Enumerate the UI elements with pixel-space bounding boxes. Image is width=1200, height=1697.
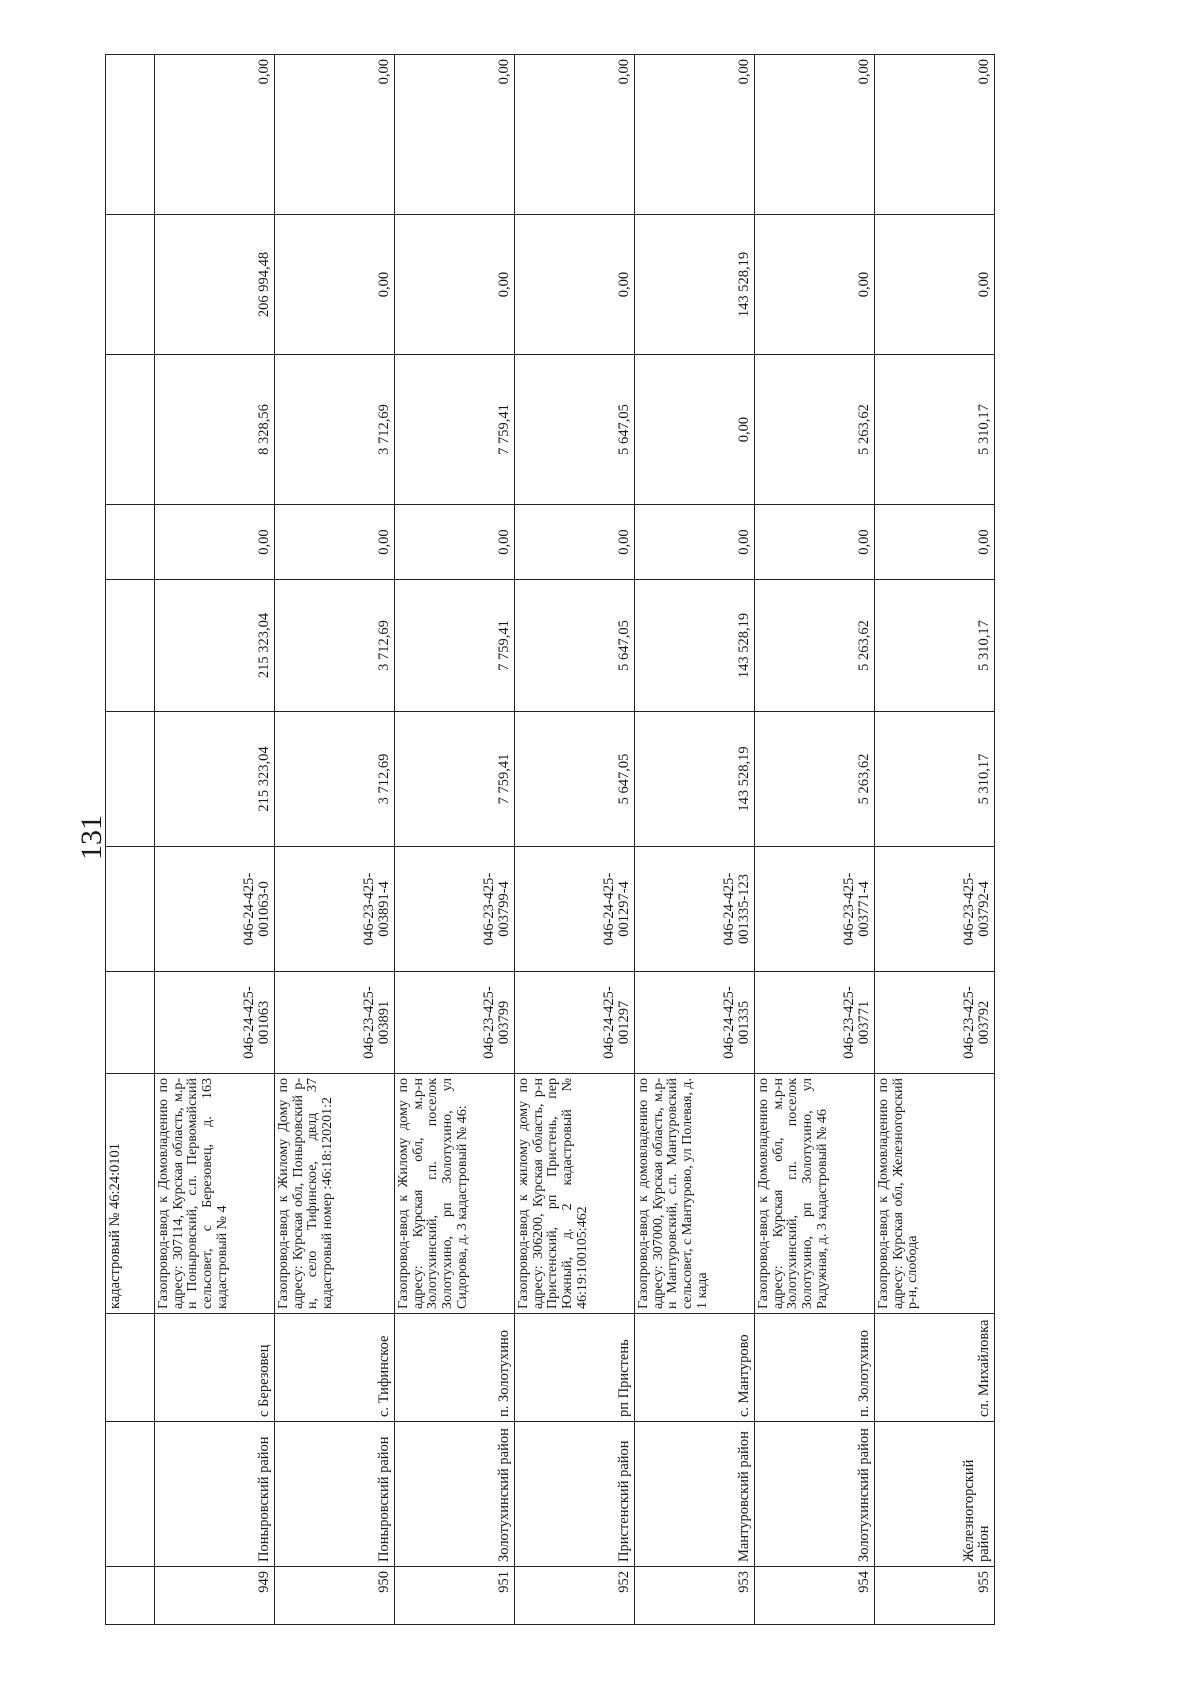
- inventory-code-cell: 046-23-425-003771-4: [755, 847, 875, 972]
- description-cell: Газопровод-ввод к Домовладению по адресу: 307114, Курская область, м.р-н Поныровский, с.п. Первомайский сельсовет, с Березовец, д. 163 кадастровый № 4: [155, 1074, 275, 1314]
- table-row: [395, 55, 515, 1625]
- value-cell: 0,00: [635, 55, 755, 215]
- value-cell: 0,00: [515, 215, 635, 355]
- value-cell: 0,00: [515, 505, 635, 580]
- value-cell: 143 528,19: [635, 580, 755, 712]
- table-region: [105, 55, 992, 1625]
- row-number-cell: 955: [875, 1567, 995, 1625]
- object-code-cell: 046-24-425-001335: [635, 972, 755, 1074]
- settlement-cell: с Березовец: [155, 1314, 275, 1422]
- page-number: 131: [75, 815, 108, 860]
- value-cell: 0,00: [875, 215, 995, 355]
- value-cell: 5 263,62: [755, 580, 875, 712]
- value-cell: 8 328,56: [155, 355, 275, 505]
- value-cell: 0,00: [875, 55, 995, 215]
- value-cell: 0,00: [395, 215, 515, 355]
- table-row: [635, 55, 755, 1625]
- value-cell: 5 263,62: [755, 355, 875, 505]
- district-cell: Железногорский район: [875, 1422, 995, 1567]
- inventory-code-cell: 046-24-425-001063-0: [155, 847, 275, 972]
- district-cell: Поныровский район: [275, 1422, 395, 1567]
- value-cell: 0,00: [275, 505, 395, 580]
- value-cell: 0,00: [275, 55, 395, 215]
- settlement-cell: п. Золотухино: [395, 1314, 515, 1422]
- row-number-cell: 950: [275, 1567, 395, 1625]
- row-number-cell: 949: [155, 1567, 275, 1625]
- district-cell: Мантуровский район: [635, 1422, 755, 1567]
- value-cell: 0,00: [155, 55, 275, 215]
- inventory-code-cell: 046-23-425-003799-4: [395, 847, 515, 972]
- assets-table: [105, 54, 995, 1625]
- description-cell: Газопровод-ввод к Домовладению по адресу: Курская обл, Железногорский р-н, слобода: [875, 1074, 995, 1314]
- description-cell: Газопровод-ввод к Жилому Дому по адресу: Курская обл, Поныровский р-н, село Тифинское, двлд 37 кадастровый номер :46:18:120201:2: [275, 1074, 395, 1314]
- object-code-cell: 046-23-425-003891: [275, 972, 395, 1074]
- table-row: [875, 55, 995, 1625]
- object-code-cell: 046-23-425-003799: [395, 972, 515, 1074]
- settlement-cell: с. Тифинское: [275, 1314, 395, 1422]
- settlement-cell: сл. Михайловка: [875, 1314, 995, 1422]
- continuation-cell: кадастровый № 46:24:0101: [106, 1074, 155, 1314]
- table-row: [515, 55, 635, 1625]
- value-cell: 3 712,69: [275, 355, 395, 505]
- inventory-code-cell: 046-24-425-001335-123: [635, 847, 755, 972]
- value-cell: 7 759,41: [395, 580, 515, 712]
- description-cell: Газопровод-ввод к домовладению по адресу: 307000, Курская область, м.р-н Мантуровский, с.п. Мантуровский сельсовет, с Мантурово, ул Полевая, д. 1 када: [635, 1074, 755, 1314]
- settlement-cell: с. Мантурово: [635, 1314, 755, 1422]
- value-cell: 3 712,69: [275, 712, 395, 847]
- value-cell: 206 994,48: [155, 215, 275, 355]
- value-cell: 5 647,05: [515, 580, 635, 712]
- value-cell: 215 323,04: [155, 712, 275, 847]
- value-cell: 215 323,04: [155, 580, 275, 712]
- continuation-row: [106, 55, 155, 1625]
- object-code-cell: 046-24-425-001063: [155, 972, 275, 1074]
- description-cell: Газопровод-ввод к жилому дому по адресу: 306200, Курская область, р-н Пристенский, рп Пристень, пер Южный, д. 2 кадастровый № 46:19:100105:462: [515, 1074, 635, 1314]
- object-code-cell: 046-23-425-003771: [755, 972, 875, 1074]
- district-cell: Пристенский район: [515, 1422, 635, 1567]
- value-cell: 143 528,19: [635, 712, 755, 847]
- district-cell: Золотухинский район: [755, 1422, 875, 1567]
- row-number-cell: 952: [515, 1567, 635, 1625]
- district-cell: Золотухинский район: [395, 1422, 515, 1567]
- inventory-code-cell: 046-24-425-001297-4: [515, 847, 635, 972]
- inventory-code-cell: 046-23-425-003891-4: [275, 847, 395, 972]
- settlement-cell: рп Пристень: [515, 1314, 635, 1422]
- value-cell: 0,00: [875, 505, 995, 580]
- table-row: [275, 55, 395, 1625]
- value-cell: 0,00: [395, 505, 515, 580]
- value-cell: 0,00: [635, 505, 755, 580]
- value-cell: 5 310,17: [875, 355, 995, 505]
- value-cell: 7 759,41: [395, 355, 515, 505]
- table-row: [155, 55, 275, 1625]
- value-cell: 5 310,17: [875, 580, 995, 712]
- value-cell: 0,00: [635, 355, 755, 505]
- value-cell: 0,00: [515, 55, 635, 215]
- inventory-code-cell: 046-23-425-003792-4: [875, 847, 995, 972]
- value-cell: 5 647,05: [515, 712, 635, 847]
- value-cell: 0,00: [755, 505, 875, 580]
- value-cell: 0,00: [395, 55, 515, 215]
- value-cell: 0,00: [155, 505, 275, 580]
- value-cell: 3 712,69: [275, 580, 395, 712]
- value-cell: 5 310,17: [875, 712, 995, 847]
- value-cell: 143 528,19: [635, 215, 755, 355]
- value-cell: 0,00: [755, 215, 875, 355]
- value-cell: 5 263,62: [755, 712, 875, 847]
- description-cell: Газопровод-ввод к Домовладению по адресу: Курская обл, м.р-н Золотухинский, г.п. поселок Золотухино, рп Золотухино, ул Радужная, д. 3 кадастровый № 46: [755, 1074, 875, 1314]
- object-code-cell: 046-24-425-001297: [515, 972, 635, 1074]
- description-cell: Газопровод-ввод к Жилому дому по адресу: Курская обл, м.р-н Золотухинский, г.п. поселок Золотухино, рп Золотухино, ул Сидорова, д. 3 кадастровый № 46:: [395, 1074, 515, 1314]
- value-cell: 5 647,05: [515, 355, 635, 505]
- value-cell: 7 759,41: [395, 712, 515, 847]
- value-cell: 0,00: [755, 55, 875, 215]
- settlement-cell: п. Золотухино: [755, 1314, 875, 1422]
- district-cell: Поныровский район: [155, 1422, 275, 1567]
- row-number-cell: 951: [395, 1567, 515, 1625]
- table-row: [755, 55, 875, 1625]
- table-rotated: [105, 55, 992, 1625]
- value-cell: 0,00: [275, 215, 395, 355]
- row-number-cell: 954: [755, 1567, 875, 1625]
- row-number-cell: 953: [635, 1567, 755, 1625]
- object-code-cell: 046-23-425-003792: [875, 972, 995, 1074]
